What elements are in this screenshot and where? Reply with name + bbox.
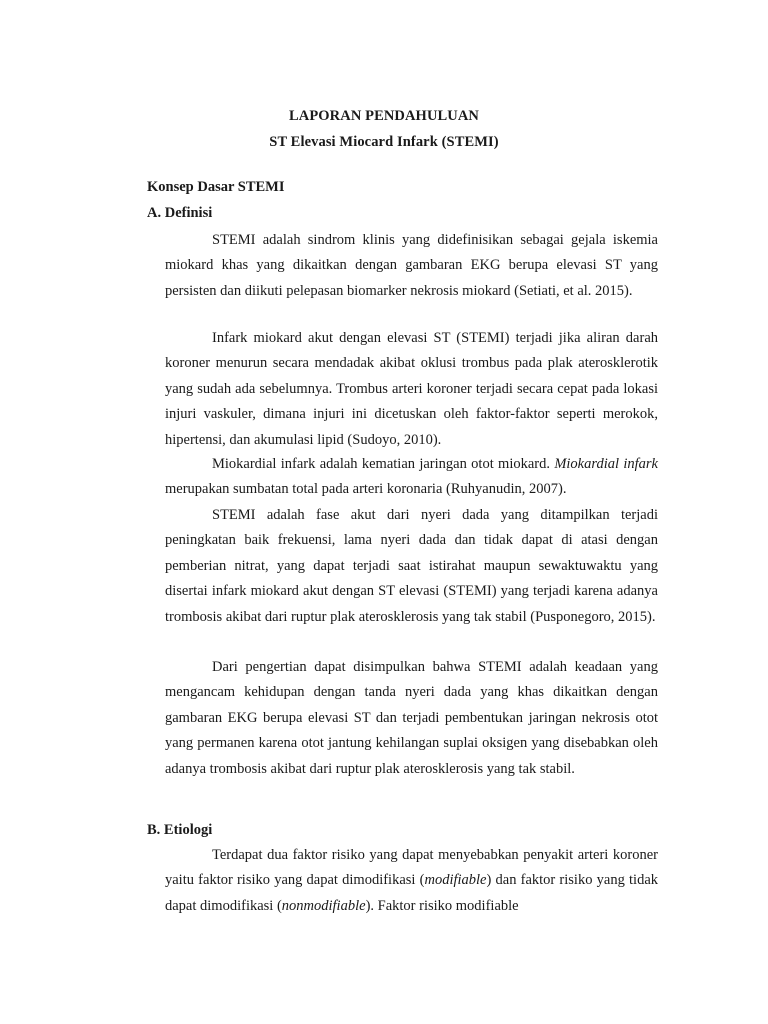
etiologi-italic-1: modifiable xyxy=(424,872,487,889)
definisi-paragraph-4: STEMI adalah fase akut dari nyeri dada yang ditampilkan terjadi peningkatan baik frekuensi, lama nyeri dada dan tidak dapat di atasi dengan pemberian nitrat, yang dapat terjadi saat istirahat maupun sewaktuwaktu yang disertai infark miokard akut dengan ST elevasi (STEMI) yang terjadi karena adanya trombosis akibat dari ruptur plak aterosklerosis yang tak stabil (Pusponegoro, 2015). xyxy=(165,507,658,625)
definisi-paragraph-5: Dari pengertian dapat disimpulkan bahwa STEMI adalah keadaan yang mengancam kehidupan dengan tanda nyeri dada yang khas dikaitkan dengan gambaran EKG berupa elevasi ST dan terjadi pembentukan jaringan nekrosis otot yang permanen karena otot jantung kehilangan suplai oksigen yang disebabkan oleh adanya trombosis akibat dari ruptur plak aterosklerosis yang tak stabil. xyxy=(165,659,658,777)
subsection-heading-definisi: A. Definisi xyxy=(147,205,213,221)
etiologi-paragraph-1 xyxy=(165,843,658,919)
etiologi-italic-2: nonmodifiable xyxy=(281,897,366,914)
definisi-paragraph-3-text: Miokardial infark adalah kematian jaringan otot miokard. xyxy=(212,456,555,472)
section-heading: Konsep Dasar STEMI xyxy=(147,179,285,195)
subsection-heading-etiologi: B. Etiologi xyxy=(147,822,213,838)
definisi-paragraph-3-italic: Miokardial infark xyxy=(554,456,658,472)
definisi-paragraph-1: STEMI adalah sindrom klinis yang didefinisikan sebagai gejala iskemia miokard khas yang dikaitkan dengan gambaran EKG berupa elevasi ST yang persisten dan diikuti pelepasan biomarker nekrosis miokard (Setiati, et al. 2015). xyxy=(165,232,658,299)
etiologi-text-2: ) dan faktor risiko yang tidak dapat dimodifikasi ( xyxy=(165,872,659,914)
definisi-paragraph-2: Infark miokard akut dengan elevasi ST (STEMI) terjadi jika aliran darah koroner menurun secara mendadak akibat oklusi trombus pada plak aterosklerotik yang sudah ada sebelumnya. Trombus arteri koroner terjadi secara cepat pada lokasi injuri vaskuler, dimana injuri ini dicetuskan oleh faktor-faktor seperti merokok, hipertensi, dan akumulasi lipid (Sudoyo, 2010). xyxy=(165,330,658,448)
definisi-paragraph-3 xyxy=(165,452,658,503)
document-title: LAPORAN PENDAHULUAN xyxy=(289,108,479,124)
etiologi-text-1: Terdapat dua faktor risiko yang dapat menyebabkan penyakit arteri koroner yaitu faktor risiko yang dapat dimodifikasi ( xyxy=(165,847,658,889)
etiologi-text-3: ). Faktor risiko modifiable xyxy=(365,897,519,914)
document-subtitle: ST Elevasi Miocard Infark (STEMI) xyxy=(269,134,499,150)
definisi-paragraph-3-text-end: merupakan sumbatan total pada arteri koronaria (Ruhyanudin, 2007). xyxy=(165,481,567,498)
title-block xyxy=(0,103,768,155)
